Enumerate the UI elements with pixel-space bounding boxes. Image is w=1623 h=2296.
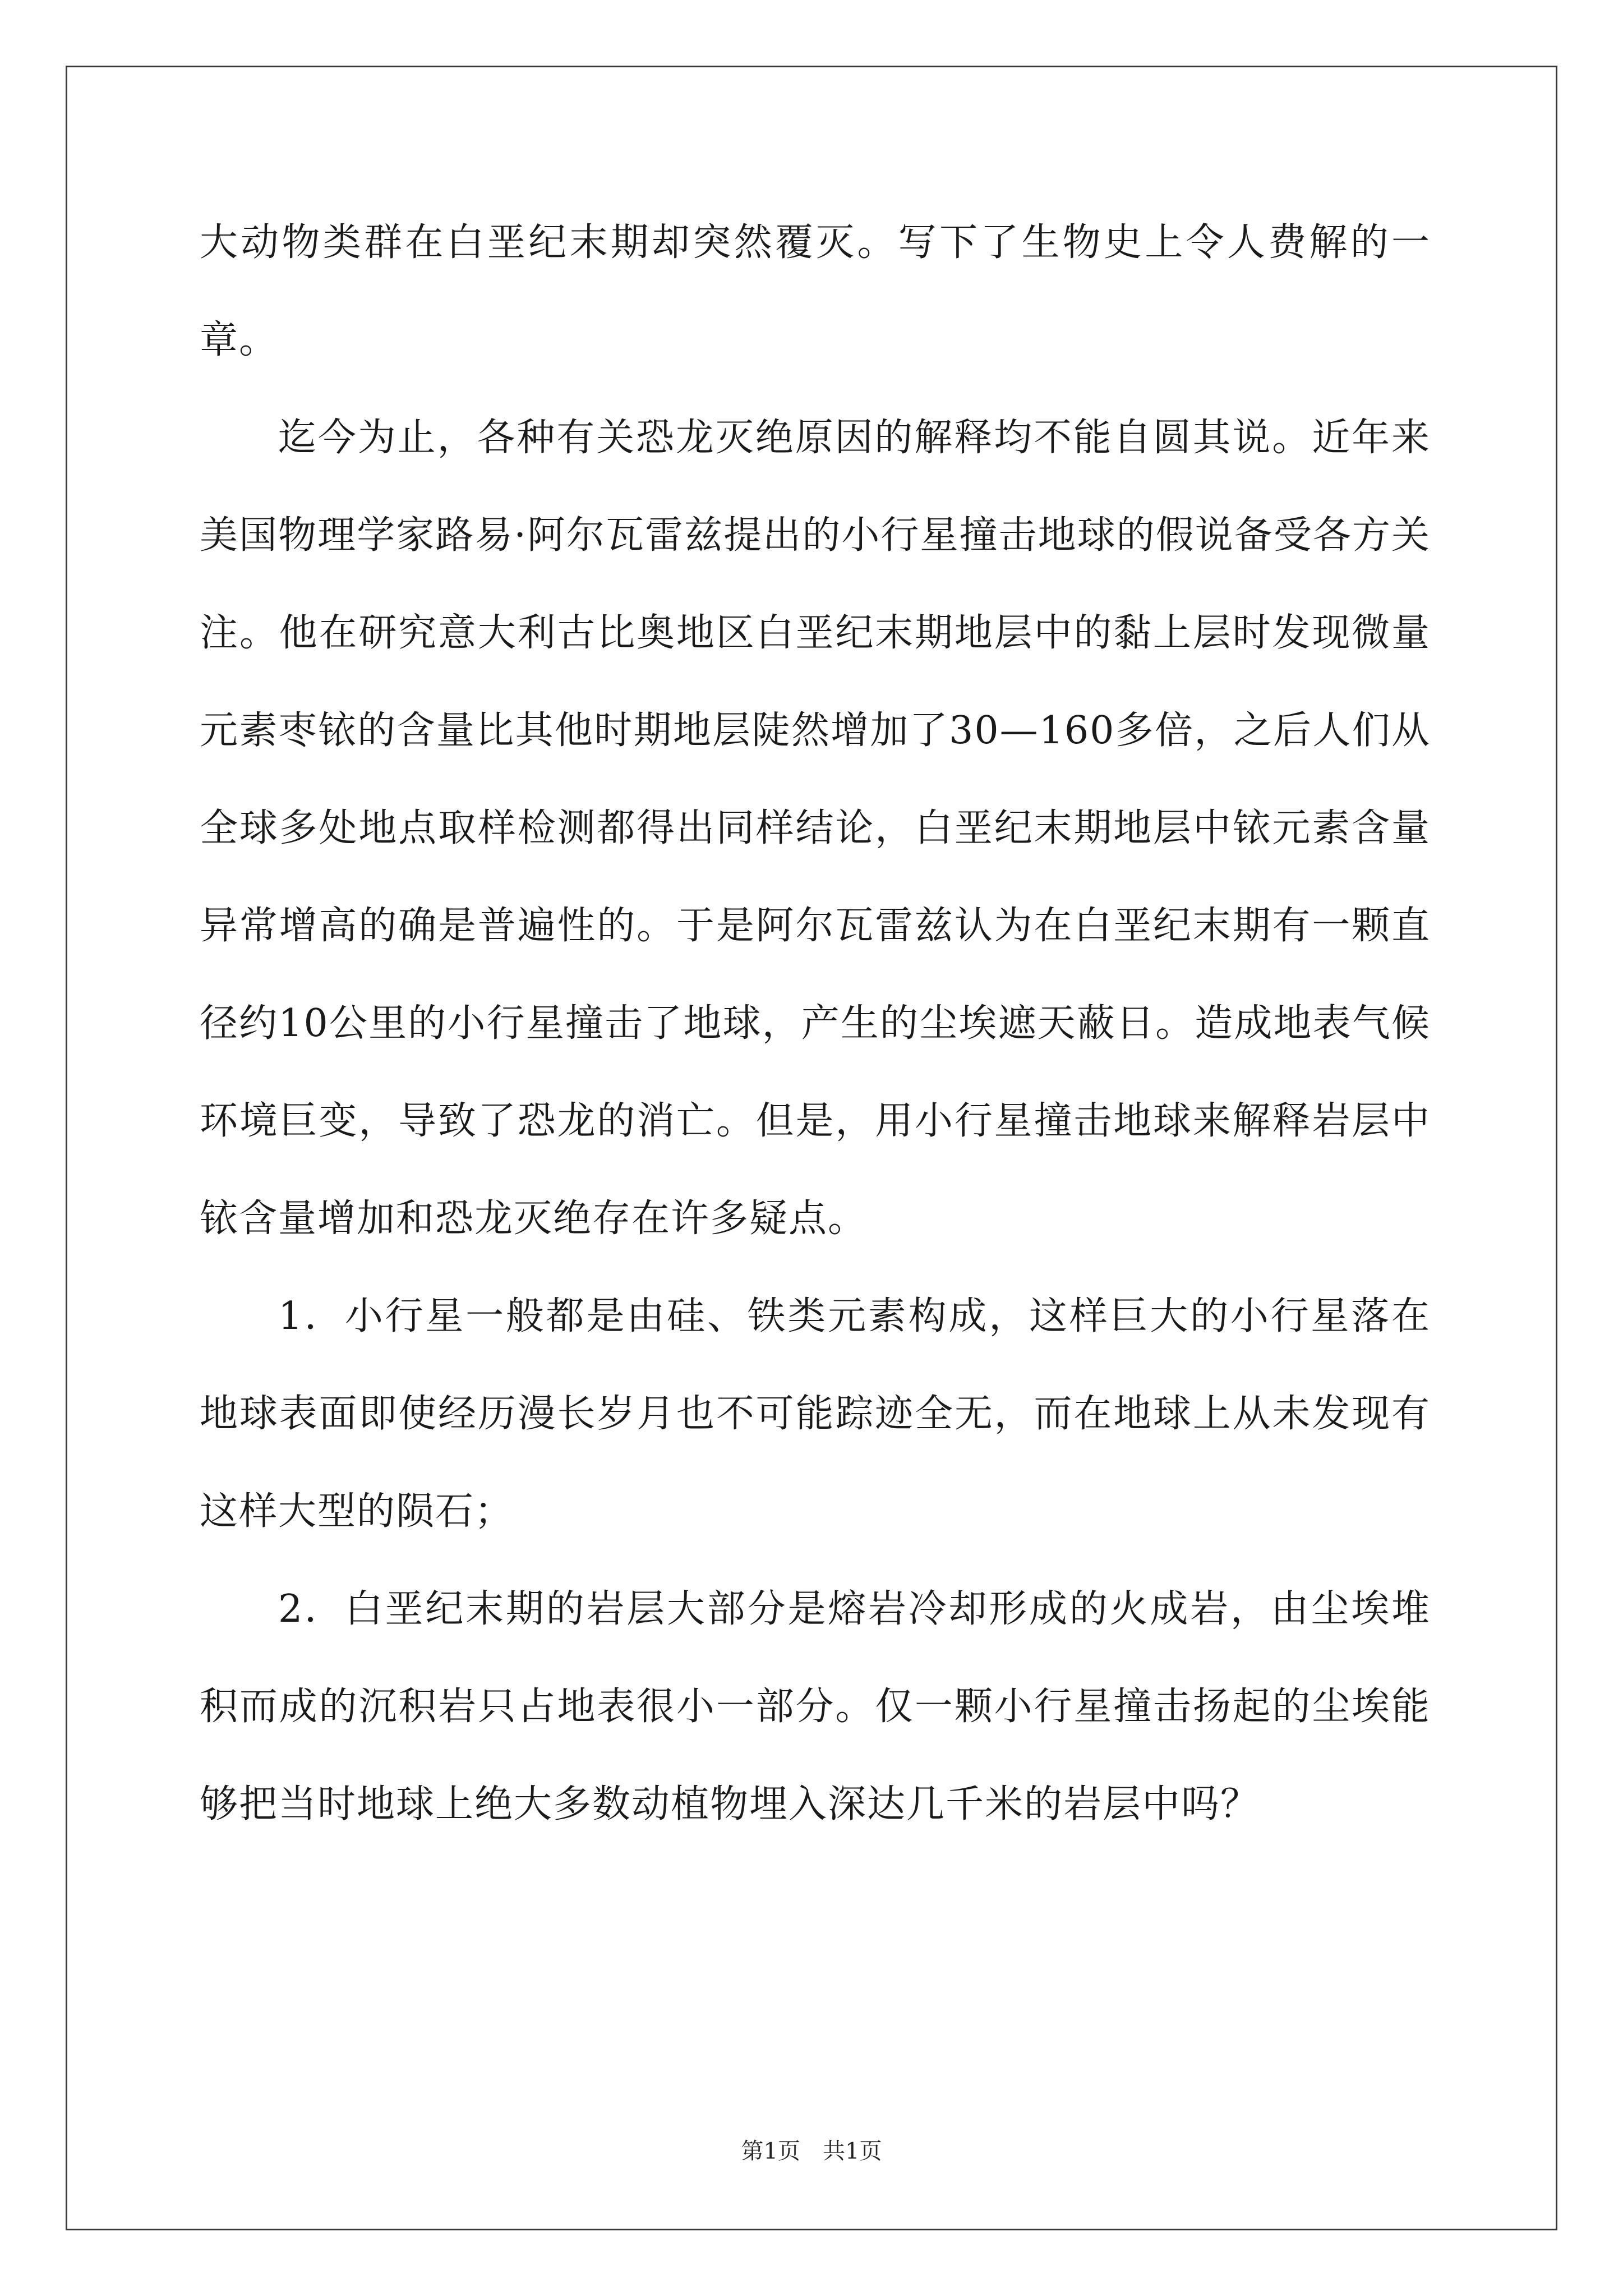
paragraph-point-1: 1．小行星一般都是由硅、铁类元素构成，这样巨大的小行星落在地球表面即使经历漫长岁月也不可能踪迹全无，而在地球上从未发现有这样大型的陨石；: [200, 1294, 1431, 1534]
page-number: 第1页: [741, 2138, 800, 2164]
page-footer: [0, 2133, 1623, 2165]
paragraph-point-2: 2．白垩纪末期的岩层大部分是熔岩冷却形成的火成岩，由尘埃堆积而成的沉积岩只占地表很小一部分。仅一颗小行星撞击扬起的尘埃能够把当时地球上绝大多数动植物埋入深达几千米的岩层中吗？: [200, 1587, 1431, 1826]
paragraph-continuation: 大动物类群在白垩纪末期却突然覆灭。写下了生物史上令人费解的一章。: [200, 220, 1431, 362]
document-body: [200, 194, 1431, 1853]
paragraph-alvarez-hypothesis: 迄今为止，各种有关恐龙灭绝原因的解释均不能自圆其说。近年来美国物理学家路易·阿尔瓦雷兹提出的小行星撞击地球的假说备受各方关注。他在研究意大利古比奥地区白垩纪末期地层中的黏上层时发现微量元素枣铱的含量比其他时期地层陡然增加了30—160多倍，之后人们从全球多处地点取样检测都得出同样结论，白垩纪末期地层中铱元素含量异常增高的确是普遍性的。于是阿尔瓦雷兹认为在白垩纪末期有一颗直径约10公里的小行星撞击了地球，产生的尘埃遮天蔽日。造成地表气候环境巨变，导致了恐龙的消亡。但是，用小行星撞击地球来解释岩层中铱含量增加和恐龙灭绝存在许多疑点。: [200, 416, 1431, 1241]
page-total: 共1页: [823, 2138, 882, 2164]
